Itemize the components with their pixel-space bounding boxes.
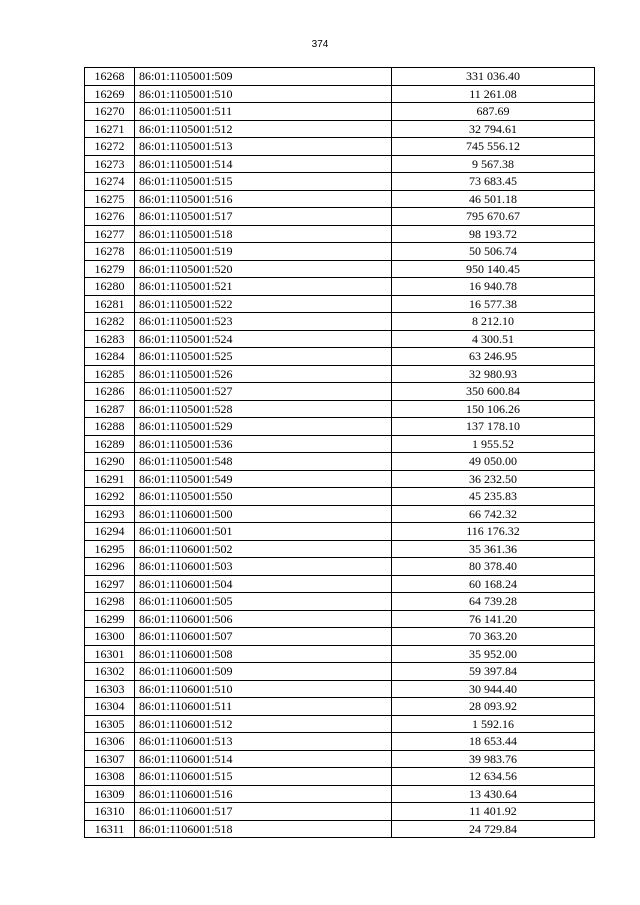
cadastral-number-cell: 86:01:1105001:549 bbox=[135, 470, 392, 488]
row-number-cell: 16273 bbox=[85, 155, 135, 173]
row-number-cell: 16287 bbox=[85, 400, 135, 418]
cadastral-number-cell: 86:01:1105001:525 bbox=[135, 348, 392, 366]
cadastral-number-cell: 86:01:1105001:511 bbox=[135, 103, 392, 121]
cadastral-number-cell: 86:01:1105001:548 bbox=[135, 453, 392, 471]
row-number-cell: 16289 bbox=[85, 435, 135, 453]
cadastral-number-cell: 86:01:1105001:514 bbox=[135, 155, 392, 173]
table-row bbox=[85, 488, 595, 506]
cadastral-value-cell: 49 050.00 bbox=[392, 453, 595, 471]
cadastral-value-cell: 4 300.51 bbox=[392, 330, 595, 348]
table-row bbox=[85, 418, 595, 436]
row-number-cell: 16311 bbox=[85, 820, 135, 838]
cadastral-value-cell: 8 212.10 bbox=[392, 313, 595, 331]
cadastral-value-cell: 950 140.45 bbox=[392, 260, 595, 278]
row-number-cell: 16274 bbox=[85, 173, 135, 191]
table-row bbox=[85, 68, 595, 86]
cadastral-value-cell: 24 729.84 bbox=[392, 820, 595, 838]
table-row bbox=[85, 803, 595, 821]
row-number-cell: 16295 bbox=[85, 540, 135, 558]
table-row bbox=[85, 85, 595, 103]
cadastral-number-cell: 86:01:1106001:500 bbox=[135, 505, 392, 523]
cadastral-number-cell: 86:01:1106001:516 bbox=[135, 785, 392, 803]
row-number-cell: 16293 bbox=[85, 505, 135, 523]
table-row bbox=[85, 470, 595, 488]
row-number-cell: 16307 bbox=[85, 750, 135, 768]
row-number-cell: 16309 bbox=[85, 785, 135, 803]
row-number-cell: 16292 bbox=[85, 488, 135, 506]
cadastral-number-cell: 86:01:1106001:517 bbox=[135, 803, 392, 821]
cadastral-number-cell: 86:01:1106001:502 bbox=[135, 540, 392, 558]
cadastral-number-cell: 86:01:1106001:518 bbox=[135, 820, 392, 838]
cadastral-value-cell: 46 501.18 bbox=[392, 190, 595, 208]
row-number-cell: 16272 bbox=[85, 138, 135, 156]
row-number-cell: 16297 bbox=[85, 575, 135, 593]
cadastral-number-cell: 86:01:1106001:507 bbox=[135, 628, 392, 646]
row-number-cell: 16282 bbox=[85, 313, 135, 331]
cadastral-value-cell: 13 430.64 bbox=[392, 785, 595, 803]
cadastral-value-cell: 98 193.72 bbox=[392, 225, 595, 243]
table-row bbox=[85, 768, 595, 786]
cadastral-value-cell: 16 577.38 bbox=[392, 295, 595, 313]
cadastral-value-cell: 76 141.20 bbox=[392, 610, 595, 628]
table-row bbox=[85, 243, 595, 261]
table-row bbox=[85, 260, 595, 278]
table-row bbox=[85, 610, 595, 628]
row-number-cell: 16284 bbox=[85, 348, 135, 366]
cadastral-number-cell: 86:01:1106001:509 bbox=[135, 663, 392, 681]
table-row bbox=[85, 173, 595, 191]
table-row bbox=[85, 733, 595, 751]
table-row bbox=[85, 453, 595, 471]
row-number-cell: 16280 bbox=[85, 278, 135, 296]
cadastral-number-cell: 86:01:1105001:519 bbox=[135, 243, 392, 261]
row-number-cell: 16271 bbox=[85, 120, 135, 138]
cadastral-value-cell: 1 592.16 bbox=[392, 715, 595, 733]
row-number-cell: 16285 bbox=[85, 365, 135, 383]
cadastral-value-cell: 32 980.93 bbox=[392, 365, 595, 383]
table-row bbox=[85, 680, 595, 698]
cadastral-number-cell: 86:01:1105001:521 bbox=[135, 278, 392, 296]
cadastral-value-cell: 66 742.32 bbox=[392, 505, 595, 523]
row-number-cell: 16308 bbox=[85, 768, 135, 786]
row-number-cell: 16299 bbox=[85, 610, 135, 628]
row-number-cell: 16291 bbox=[85, 470, 135, 488]
cadastral-number-cell: 86:01:1106001:504 bbox=[135, 575, 392, 593]
row-number-cell: 16298 bbox=[85, 593, 135, 611]
cadastral-value-cell: 795 670.67 bbox=[392, 208, 595, 226]
cadastral-number-cell: 86:01:1106001:513 bbox=[135, 733, 392, 751]
table-row bbox=[85, 295, 595, 313]
cadastral-number-cell: 86:01:1105001:512 bbox=[135, 120, 392, 138]
cadastral-value-cell: 35 361.36 bbox=[392, 540, 595, 558]
cadastral-value-cell: 16 940.78 bbox=[392, 278, 595, 296]
cadastral-number-cell: 86:01:1105001:518 bbox=[135, 225, 392, 243]
cadastral-value-cell: 36 232.50 bbox=[392, 470, 595, 488]
table-row bbox=[85, 750, 595, 768]
table-row bbox=[85, 540, 595, 558]
cadastral-value-cell: 73 683.45 bbox=[392, 173, 595, 191]
cadastral-number-cell: 86:01:1106001:510 bbox=[135, 680, 392, 698]
cadastral-value-cell: 30 944.40 bbox=[392, 680, 595, 698]
cadastral-number-cell: 86:01:1105001:516 bbox=[135, 190, 392, 208]
table-row bbox=[85, 225, 595, 243]
row-number-cell: 16296 bbox=[85, 558, 135, 576]
cadastral-number-cell: 86:01:1105001:522 bbox=[135, 295, 392, 313]
row-number-cell: 16270 bbox=[85, 103, 135, 121]
cadastral-value-cell: 1 955.52 bbox=[392, 435, 595, 453]
row-number-cell: 16275 bbox=[85, 190, 135, 208]
cadastral-number-cell: 86:01:1105001:509 bbox=[135, 68, 392, 86]
row-number-cell: 16302 bbox=[85, 663, 135, 681]
cadastral-number-cell: 86:01:1106001:514 bbox=[135, 750, 392, 768]
cadastral-value-cell: 350 600.84 bbox=[392, 383, 595, 401]
cadastral-value-cell: 28 093.92 bbox=[392, 698, 595, 716]
table-row bbox=[85, 593, 595, 611]
cadastral-number-cell: 86:01:1105001:529 bbox=[135, 418, 392, 436]
cadastral-number-cell: 86:01:1105001:526 bbox=[135, 365, 392, 383]
cadastral-value-cell: 63 246.95 bbox=[392, 348, 595, 366]
cadastral-value-cell: 137 178.10 bbox=[392, 418, 595, 436]
table-row bbox=[85, 278, 595, 296]
row-number-cell: 16290 bbox=[85, 453, 135, 471]
cadastral-value-cell: 150 106.26 bbox=[392, 400, 595, 418]
cadastral-value-cell: 80 378.40 bbox=[392, 558, 595, 576]
cadastral-value-table bbox=[84, 67, 595, 838]
cadastral-value-cell: 12 634.56 bbox=[392, 768, 595, 786]
cadastral-number-cell: 86:01:1106001:505 bbox=[135, 593, 392, 611]
cadastral-number-cell: 86:01:1106001:512 bbox=[135, 715, 392, 733]
cadastral-number-cell: 86:01:1106001:515 bbox=[135, 768, 392, 786]
table-row bbox=[85, 313, 595, 331]
table-row bbox=[85, 365, 595, 383]
cadastral-value-cell: 35 952.00 bbox=[392, 645, 595, 663]
cadastral-value-cell: 116 176.32 bbox=[392, 523, 595, 541]
row-number-cell: 16281 bbox=[85, 295, 135, 313]
row-number-cell: 16303 bbox=[85, 680, 135, 698]
row-number-cell: 16277 bbox=[85, 225, 135, 243]
table-row bbox=[85, 663, 595, 681]
table-row bbox=[85, 698, 595, 716]
table-row bbox=[85, 383, 595, 401]
cadastral-number-cell: 86:01:1105001:513 bbox=[135, 138, 392, 156]
cadastral-value-cell: 9 567.38 bbox=[392, 155, 595, 173]
page-number: 374 bbox=[311, 39, 329, 50]
cadastral-number-cell: 86:01:1106001:501 bbox=[135, 523, 392, 541]
table-row bbox=[85, 208, 595, 226]
cadastral-number-cell: 86:01:1105001:528 bbox=[135, 400, 392, 418]
row-number-cell: 16305 bbox=[85, 715, 135, 733]
cadastral-value-cell: 50 506.74 bbox=[392, 243, 595, 261]
cadastral-value-cell: 745 556.12 bbox=[392, 138, 595, 156]
cadastral-number-cell: 86:01:1105001:510 bbox=[135, 85, 392, 103]
cadastral-number-cell: 86:01:1106001:503 bbox=[135, 558, 392, 576]
table-row bbox=[85, 628, 595, 646]
table-row bbox=[85, 103, 595, 121]
cadastral-number-cell: 86:01:1105001:524 bbox=[135, 330, 392, 348]
table-body bbox=[85, 68, 595, 838]
cadastral-value-cell: 70 363.20 bbox=[392, 628, 595, 646]
row-number-cell: 16278 bbox=[85, 243, 135, 261]
cadastral-number-cell: 86:01:1106001:508 bbox=[135, 645, 392, 663]
table-row bbox=[85, 190, 595, 208]
row-number-cell: 16268 bbox=[85, 68, 135, 86]
cadastral-value-cell: 45 235.83 bbox=[392, 488, 595, 506]
cadastral-number-cell: 86:01:1105001:536 bbox=[135, 435, 392, 453]
table-row bbox=[85, 138, 595, 156]
table-row bbox=[85, 155, 595, 173]
cadastral-value-cell: 18 653.44 bbox=[392, 733, 595, 751]
row-number-cell: 16306 bbox=[85, 733, 135, 751]
row-number-cell: 16301 bbox=[85, 645, 135, 663]
cadastral-value-cell: 39 983.76 bbox=[392, 750, 595, 768]
cadastral-value-cell: 60 168.24 bbox=[392, 575, 595, 593]
table-row bbox=[85, 575, 595, 593]
table-row bbox=[85, 820, 595, 838]
table-row bbox=[85, 785, 595, 803]
cadastral-number-cell: 86:01:1105001:520 bbox=[135, 260, 392, 278]
cadastral-number-cell: 86:01:1105001:527 bbox=[135, 383, 392, 401]
table-row bbox=[85, 645, 595, 663]
cadastral-number-cell: 86:01:1105001:517 bbox=[135, 208, 392, 226]
cadastral-number-cell: 86:01:1105001:515 bbox=[135, 173, 392, 191]
cadastral-value-cell: 64 739.28 bbox=[392, 593, 595, 611]
cadastral-value-cell: 32 794.61 bbox=[392, 120, 595, 138]
table-row bbox=[85, 120, 595, 138]
row-number-cell: 16283 bbox=[85, 330, 135, 348]
table-row bbox=[85, 348, 595, 366]
row-number-cell: 16304 bbox=[85, 698, 135, 716]
row-number-cell: 16310 bbox=[85, 803, 135, 821]
cadastral-value-cell: 59 397.84 bbox=[392, 663, 595, 681]
row-number-cell: 16300 bbox=[85, 628, 135, 646]
cadastral-value-cell: 11 261.08 bbox=[392, 85, 595, 103]
row-number-cell: 16269 bbox=[85, 85, 135, 103]
table-row bbox=[85, 330, 595, 348]
table-row bbox=[85, 558, 595, 576]
cadastral-number-cell: 86:01:1105001:523 bbox=[135, 313, 392, 331]
row-number-cell: 16288 bbox=[85, 418, 135, 436]
row-number-cell: 16286 bbox=[85, 383, 135, 401]
row-number-cell: 16279 bbox=[85, 260, 135, 278]
row-number-cell: 16294 bbox=[85, 523, 135, 541]
cadastral-value-cell: 331 036.40 bbox=[392, 68, 595, 86]
table-row bbox=[85, 715, 595, 733]
table-row bbox=[85, 400, 595, 418]
table-row bbox=[85, 435, 595, 453]
cadastral-number-cell: 86:01:1106001:506 bbox=[135, 610, 392, 628]
cadastral-value-cell: 11 401.92 bbox=[392, 803, 595, 821]
cadastral-number-cell: 86:01:1105001:550 bbox=[135, 488, 392, 506]
row-number-cell: 16276 bbox=[85, 208, 135, 226]
table-row bbox=[85, 505, 595, 523]
cadastral-number-cell: 86:01:1106001:511 bbox=[135, 698, 392, 716]
cadastral-value-cell: 687.69 bbox=[392, 103, 595, 121]
table-row bbox=[85, 523, 595, 541]
